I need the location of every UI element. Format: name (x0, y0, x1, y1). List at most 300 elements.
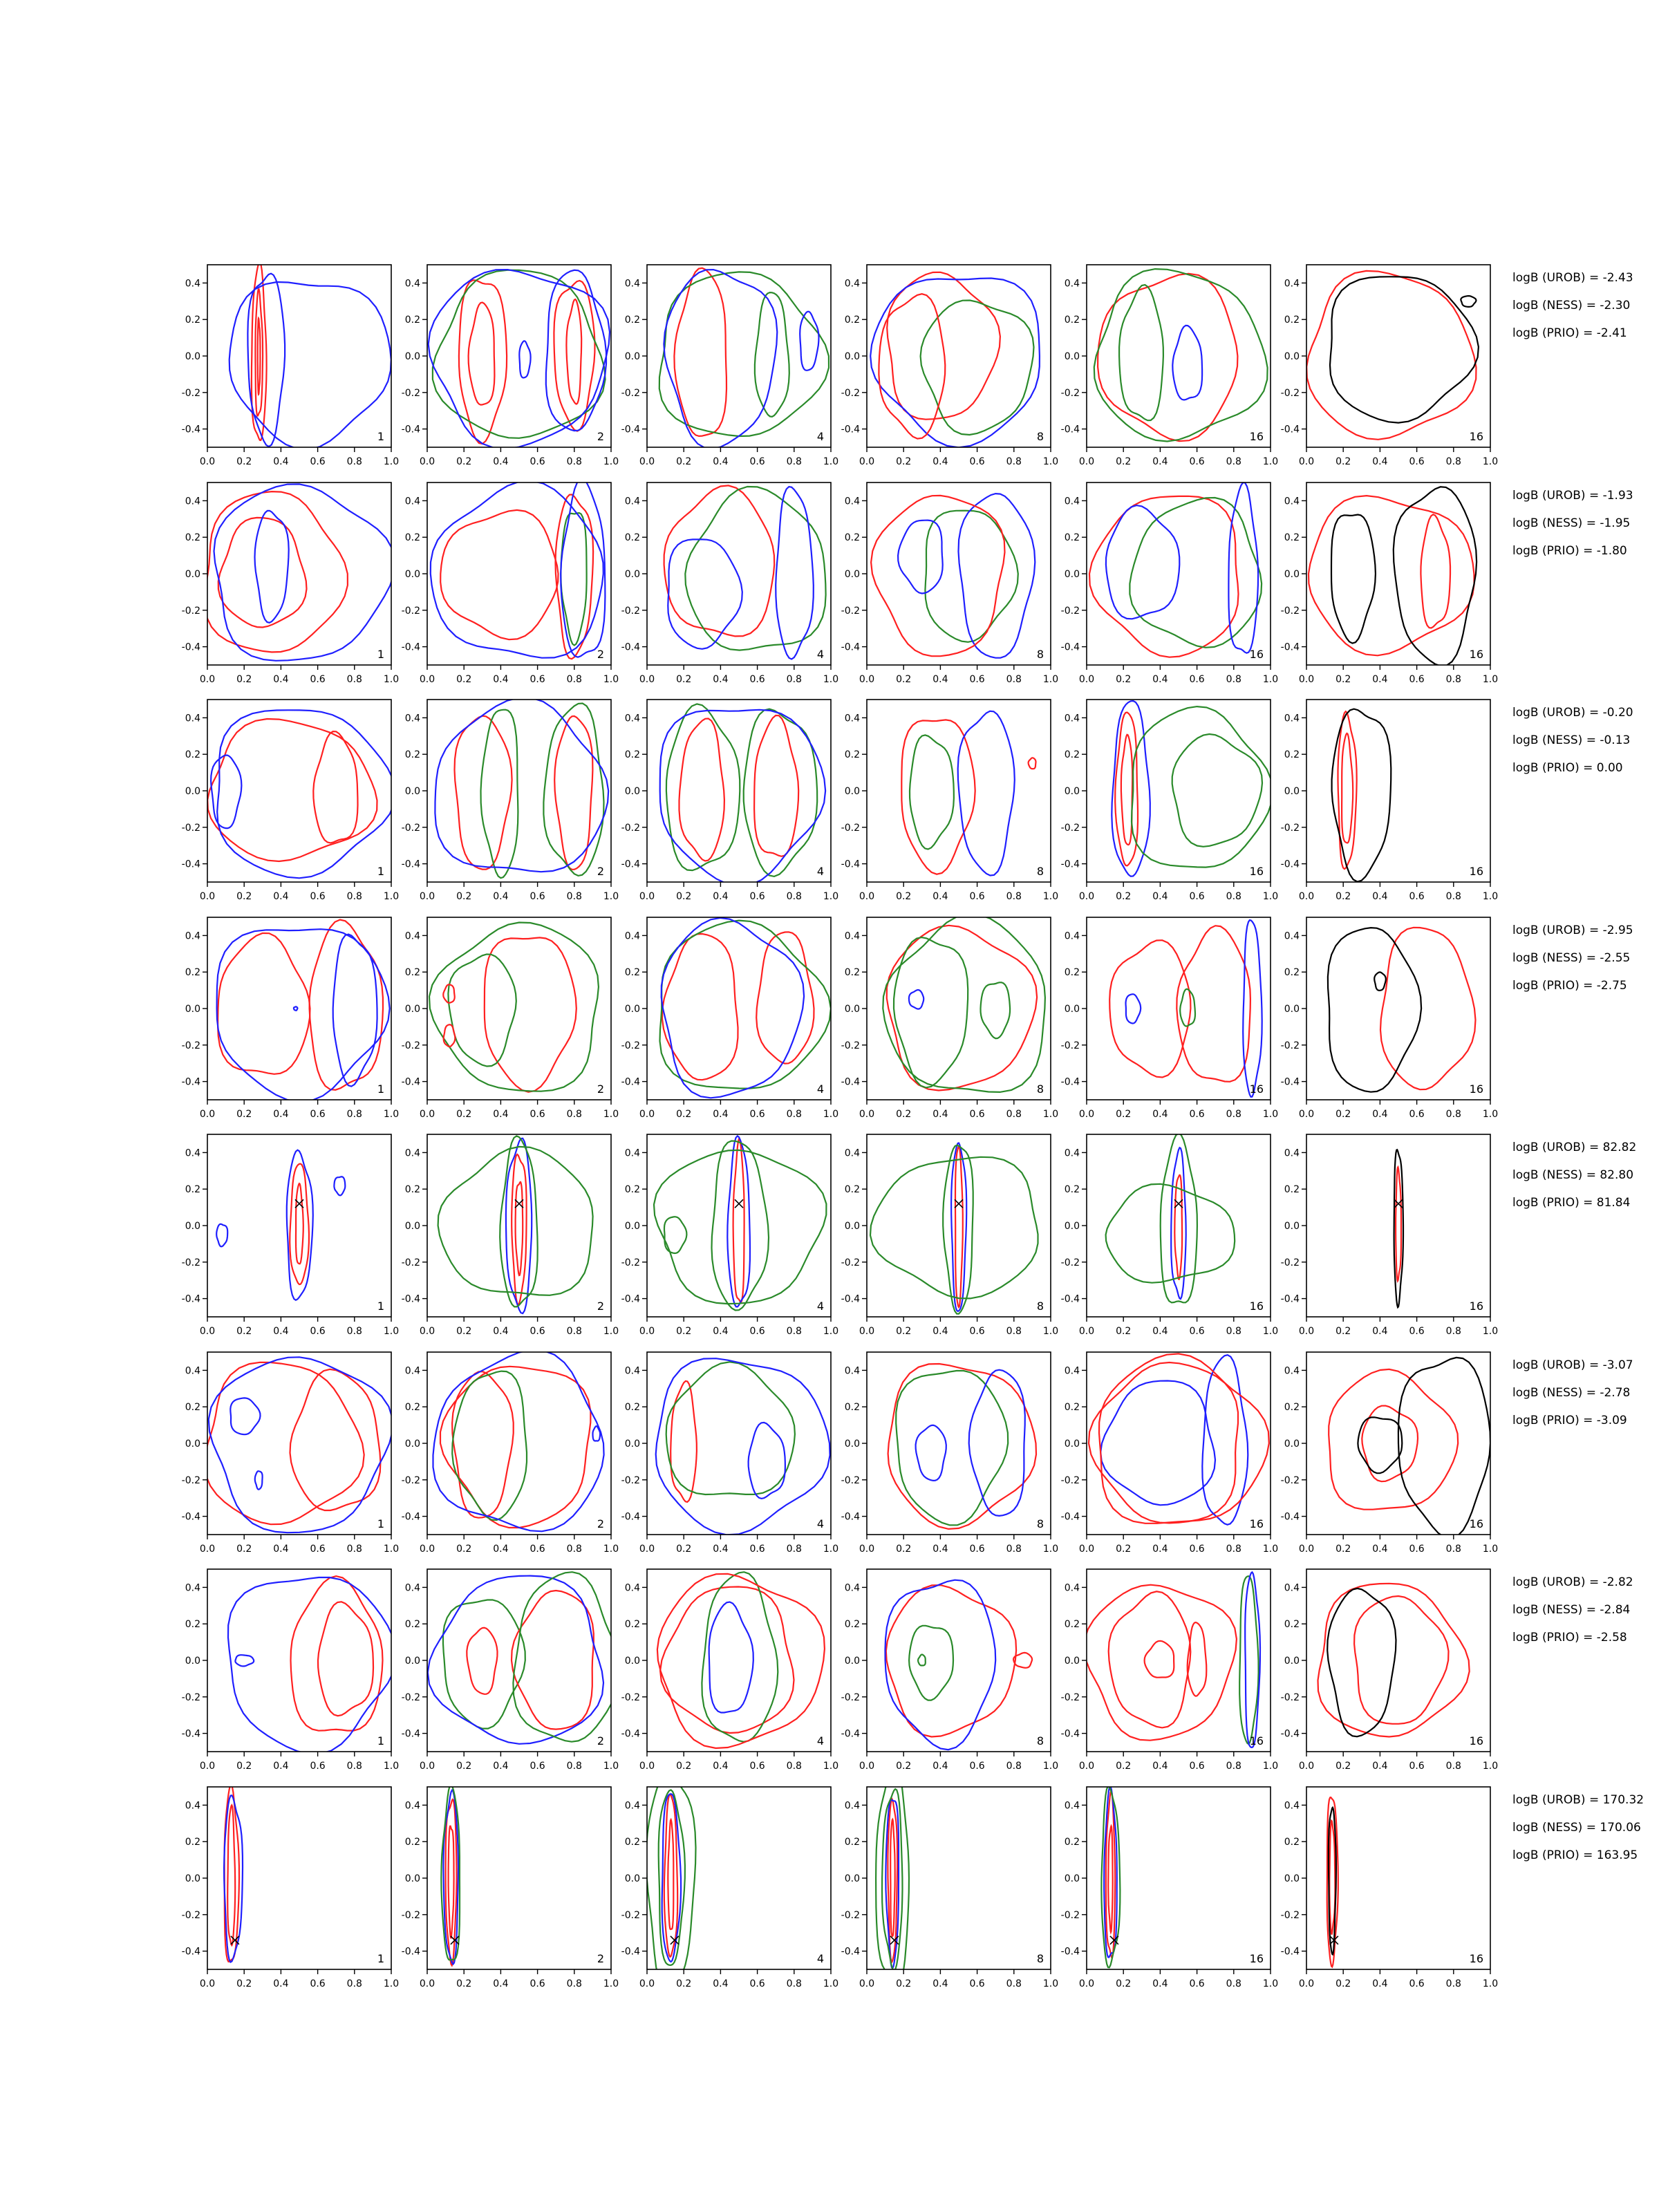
red-contour (955, 1147, 963, 1307)
contour-group (433, 1350, 604, 1532)
x-tick-label: 0.0 (199, 891, 216, 902)
green-contour (712, 1141, 769, 1311)
x-tick-label: 1.0 (383, 674, 400, 685)
contour-group (871, 494, 1035, 658)
contour-group (888, 1364, 1036, 1529)
contour-group (217, 920, 390, 1103)
x-tick-label: 0.4 (493, 1978, 509, 1989)
x-tick-label: 0.0 (1298, 891, 1315, 902)
panel-r4-c2 (402, 917, 619, 1120)
y-tick-label: 0.4 (185, 1800, 200, 1812)
x-tick-label: 0.0 (419, 1326, 435, 1337)
y-tick-label: -0.4 (621, 859, 640, 870)
y-tick-label: -0.4 (401, 641, 420, 653)
y-tick-label: -0.2 (401, 1474, 420, 1486)
x-tick-label: 0.4 (493, 456, 509, 467)
y-tick-label: -0.4 (1060, 1293, 1080, 1305)
y-tick-label: -0.2 (401, 1909, 420, 1921)
y-tick-label: 0.4 (624, 1147, 640, 1159)
x-tick-label: 0.6 (749, 456, 765, 467)
contour-group (656, 1358, 830, 1535)
y-tick-label: -0.4 (1280, 1076, 1300, 1088)
y-tick-label: -0.2 (401, 605, 420, 617)
x-tick-label: 0.2 (1116, 891, 1132, 902)
red-contour (1029, 758, 1036, 769)
x-tick-label: 0.2 (676, 1544, 692, 1555)
x-tick-label: 1.0 (1482, 1326, 1499, 1337)
y-tick-label: -0.2 (1060, 1040, 1080, 1051)
contour-group (435, 697, 608, 878)
red-contour (668, 1819, 673, 1929)
x-tick-label: 0.8 (786, 1109, 802, 1120)
green-contour (909, 1626, 953, 1700)
y-tick-label: -0.4 (181, 1946, 200, 1958)
y-tick-label: 0.2 (404, 1619, 420, 1631)
x-tick-label: 0.4 (1372, 1326, 1388, 1337)
x-tick-label: 0.8 (566, 1109, 582, 1120)
panel-r5-c2 (402, 1134, 619, 1337)
x-tick-label: 0.6 (1409, 1761, 1425, 1772)
panel-iteration-label: 4 (816, 1517, 824, 1530)
x-tick-label: 1.0 (603, 1109, 619, 1120)
x-tick-label: 0.0 (1298, 1761, 1315, 1772)
y-tick-label: 0.2 (404, 1402, 420, 1414)
x-tick-label: 0.8 (1006, 1978, 1022, 1989)
panel-r4-c5 (1061, 917, 1278, 1120)
x-tick-label: 0.6 (310, 1109, 326, 1120)
log-bayes-factor-label: logB (PRIO) = -2.41 (1512, 326, 1627, 340)
contour-group (657, 1572, 825, 1748)
y-tick-label: 0.2 (844, 315, 860, 326)
y-tick-label: 0.2 (404, 1184, 420, 1196)
y-tick-label: 0.4 (624, 1365, 640, 1377)
red-contour (679, 719, 724, 861)
x-tick-label: 0.4 (273, 1544, 289, 1555)
panel-r5-c1 (182, 1134, 399, 1337)
x-tick-label: 0.2 (896, 891, 912, 902)
panel-r8-c1 (182, 1785, 399, 1989)
y-tick-label: 0.4 (404, 930, 420, 942)
y-tick-label: 0.2 (844, 1619, 860, 1631)
panel-r8-c2 (402, 1785, 619, 1989)
log-bayes-factor-label: logB (NESS) = -2.30 (1512, 299, 1631, 312)
panel-r1-c3 (621, 265, 838, 467)
x-tick-label: 0.4 (1152, 674, 1168, 685)
x-tick-label: 0.2 (456, 1326, 472, 1337)
panel-iteration-label: 1 (377, 1517, 384, 1530)
y-tick-label: 0.4 (404, 1147, 420, 1159)
x-tick-label: 0.2 (1335, 1978, 1351, 1989)
true-value-marker (735, 1199, 743, 1208)
y-tick-label: -0.4 (621, 641, 640, 653)
x-tick-label: 0.8 (566, 456, 582, 467)
panel-r1-c1 (182, 262, 399, 467)
y-tick-label: 0.2 (1284, 1837, 1300, 1848)
x-tick-label: 0.8 (346, 1109, 362, 1120)
panel-iteration-label: 8 (1036, 1517, 1044, 1530)
y-tick-label: 0.4 (185, 1582, 200, 1594)
black-contour (1331, 515, 1376, 644)
y-tick-label: -0.4 (1280, 1293, 1300, 1305)
x-tick-label: 0.6 (969, 1544, 985, 1555)
contour-group (646, 1770, 696, 1992)
y-tick-label: -0.4 (1060, 641, 1080, 653)
contour-group (870, 1143, 1038, 1314)
panel-iteration-label: 4 (816, 1082, 824, 1096)
panel-iteration-label: 16 (1249, 1734, 1264, 1747)
log-bayes-factor-label: logB (PRIO) = 81.84 (1512, 1196, 1631, 1210)
y-tick-label: 0.4 (185, 278, 200, 290)
blue-contour (209, 1357, 393, 1533)
x-tick-label: 0.0 (859, 456, 875, 467)
red-contour (205, 1362, 364, 1524)
y-tick-label: -0.4 (1280, 424, 1300, 435)
x-tick-label: 0.4 (493, 1761, 509, 1772)
y-tick-label: 0.0 (1284, 1004, 1300, 1015)
y-tick-label: 0.0 (1284, 1656, 1300, 1667)
y-tick-label: 0.4 (1284, 496, 1300, 507)
panel-r5-c3 (621, 1134, 838, 1337)
x-tick-label: 0.0 (1298, 1544, 1315, 1555)
panel-iteration-label: 8 (1036, 430, 1044, 443)
x-tick-label: 0.6 (1409, 456, 1425, 467)
red-contour (449, 1826, 454, 1938)
y-tick-label: 0.0 (185, 786, 200, 797)
x-tick-label: 0.0 (199, 1109, 216, 1120)
y-tick-label: 0.0 (404, 1004, 420, 1015)
y-tick-label: -0.4 (841, 1076, 860, 1088)
blue-contour (727, 1136, 750, 1306)
panel-iteration-label: 4 (816, 1952, 824, 1965)
x-tick-label: 0.6 (749, 891, 765, 902)
x-tick-label: 0.4 (1372, 1544, 1388, 1555)
panel-iteration-label: 16 (1249, 1952, 1264, 1965)
y-tick-label: -0.2 (1060, 1909, 1080, 1921)
green-contour (443, 1600, 525, 1729)
y-tick-label: 0.2 (624, 1184, 640, 1196)
contour-group (883, 914, 1045, 1092)
panel-iteration-label: 16 (1469, 1300, 1483, 1313)
x-tick-label: 0.0 (859, 1109, 875, 1120)
y-tick-label: -0.4 (1060, 859, 1080, 870)
panel-r7-c2 (402, 1569, 620, 1772)
x-tick-label: 0.6 (1409, 674, 1425, 685)
x-tick-label: 0.0 (859, 1761, 875, 1772)
blue-contour (660, 710, 825, 886)
x-tick-label: 0.8 (1006, 1544, 1022, 1555)
y-tick-label: 0.2 (844, 749, 860, 761)
x-tick-label: 0.6 (969, 456, 985, 467)
y-tick-label: -0.4 (621, 1946, 640, 1958)
y-tick-label: -0.4 (1280, 1946, 1300, 1958)
x-tick-label: 0.8 (1445, 1326, 1461, 1337)
panel-iteration-label: 16 (1249, 1300, 1264, 1313)
blue-contour (334, 1177, 345, 1195)
y-tick-label: -0.4 (621, 1293, 640, 1305)
blue-contour (1126, 994, 1141, 1023)
panel-iteration-label: 16 (1249, 648, 1264, 661)
black-contour (1398, 1358, 1490, 1539)
panel-frame (867, 1134, 1051, 1317)
blue-contour (909, 990, 924, 1009)
y-tick-label: -0.2 (621, 605, 640, 617)
y-tick-label: 0.4 (844, 1365, 860, 1377)
blue-contour (294, 1006, 298, 1010)
y-tick-label: 0.2 (1284, 1619, 1300, 1631)
x-tick-label: 0.8 (1226, 1978, 1241, 1989)
x-tick-label: 0.8 (1445, 456, 1461, 467)
x-tick-label: 0.2 (1335, 674, 1351, 685)
y-tick-label: 0.0 (844, 351, 860, 362)
panel-iteration-label: 16 (1249, 430, 1264, 443)
y-tick-label: 0.2 (404, 1837, 420, 1848)
x-tick-label: 0.2 (1335, 1544, 1351, 1555)
y-tick-label: -0.2 (1280, 822, 1300, 834)
panel-frame (1306, 917, 1490, 1100)
x-tick-label: 0.4 (1152, 1978, 1168, 1989)
y-tick-label: 0.2 (185, 1184, 200, 1196)
red-contour (1380, 928, 1476, 1089)
x-tick-label: 1.0 (1042, 674, 1059, 685)
x-tick-label: 0.2 (896, 456, 912, 467)
x-tick-label: 1.0 (1262, 456, 1279, 467)
red-contour (890, 1819, 895, 1936)
y-tick-label: -0.2 (841, 387, 860, 399)
x-tick-label: 1.0 (383, 1544, 400, 1555)
x-tick-label: 0.4 (932, 1761, 948, 1772)
y-tick-label: 0.2 (844, 532, 860, 544)
panel-r6-c2 (402, 1350, 619, 1555)
x-tick-label: 0.2 (236, 1326, 252, 1337)
x-tick-label: 0.6 (529, 674, 545, 685)
blue-contour (951, 1143, 966, 1311)
y-tick-label: 0.4 (844, 496, 860, 507)
y-tick-label: 0.4 (624, 1800, 640, 1812)
x-tick-label: 1.0 (603, 674, 619, 685)
panel-iteration-label: 1 (377, 648, 384, 661)
y-tick-label: 0.0 (1284, 1438, 1300, 1450)
green-contour (429, 923, 599, 1091)
contour-group (1318, 1584, 1470, 1737)
panel-frame (867, 1569, 1051, 1752)
log-bayes-factor-label: logB (PRIO) = -2.75 (1512, 979, 1627, 993)
x-tick-label: 0.0 (639, 1109, 655, 1120)
y-tick-label: -0.2 (841, 1909, 860, 1921)
contour-group (885, 1580, 1033, 1750)
x-tick-label: 0.4 (713, 1978, 729, 1989)
y-tick-label: -0.2 (1280, 387, 1300, 399)
log-bayes-factor-label: logB (NESS) = -2.55 (1512, 951, 1631, 965)
x-tick-label: 0.2 (1116, 1978, 1132, 1989)
blue-contour (1172, 326, 1202, 400)
y-tick-label: 0.2 (1284, 749, 1300, 761)
log-bayes-factor-label: logB (UROB) = -2.82 (1512, 1575, 1633, 1589)
log-bayes-factor-label: logB (NESS) = 82.80 (1512, 1168, 1634, 1182)
panel-r2-c2 (402, 479, 619, 685)
y-tick-label: 0.2 (185, 532, 200, 544)
red-contour (733, 1139, 744, 1302)
x-tick-label: 0.6 (310, 1326, 326, 1337)
y-tick-label: -0.2 (1060, 605, 1080, 617)
x-tick-label: 0.6 (310, 1978, 326, 1989)
y-tick-label: 0.2 (844, 967, 860, 979)
x-tick-label: 0.2 (676, 1109, 692, 1120)
red-contour (671, 1381, 697, 1502)
y-tick-label: -0.2 (401, 1257, 420, 1268)
x-tick-label: 1.0 (603, 456, 619, 467)
red-contour (296, 1183, 303, 1264)
contour-group (224, 1785, 243, 1962)
x-tick-label: 0.8 (1445, 891, 1461, 902)
y-tick-label: 0.4 (185, 1365, 200, 1377)
panel-frame (427, 1352, 611, 1535)
panel-iteration-label: 8 (1036, 1734, 1044, 1747)
log-bayes-factor-label: logB (NESS) = -0.13 (1512, 733, 1631, 747)
red-contour (1089, 1362, 1238, 1523)
panel-r3-c3 (621, 700, 838, 902)
x-tick-label: 1.0 (383, 1978, 400, 1989)
panel-iteration-label: 2 (597, 1952, 604, 1965)
panel-frame (1306, 1134, 1490, 1317)
x-tick-label: 0.0 (859, 1978, 875, 1989)
y-tick-label: -0.2 (1060, 822, 1080, 834)
red-contour (1342, 733, 1353, 843)
y-tick-label: 0.0 (185, 1221, 200, 1232)
x-tick-label: 0.2 (456, 456, 472, 467)
x-tick-label: 0.0 (1298, 456, 1315, 467)
panel-iteration-label: 1 (377, 1952, 384, 1965)
panel-r5-c6 (1281, 1134, 1498, 1337)
y-tick-label: 0.2 (624, 315, 640, 326)
y-tick-label: 0.4 (185, 930, 200, 942)
y-tick-label: -0.4 (181, 1076, 200, 1088)
x-tick-label: 0.8 (346, 1978, 362, 1989)
x-tick-label: 0.2 (896, 1978, 912, 1989)
y-tick-label: 0.0 (1064, 1873, 1080, 1884)
x-tick-label: 1.0 (603, 1326, 619, 1337)
blue-contour (255, 1471, 263, 1490)
x-tick-label: 0.2 (676, 1978, 692, 1989)
x-tick-label: 0.0 (1298, 1109, 1315, 1120)
y-tick-label: 0.0 (844, 786, 860, 797)
panel-r8-c4 (841, 1759, 1058, 1989)
log-bayes-factor-label: logB (PRIO) = -2.58 (1512, 1631, 1627, 1644)
log-bayes-factor-label: logB (NESS) = -2.78 (1512, 1386, 1631, 1400)
x-tick-label: 0.6 (310, 456, 326, 467)
x-tick-label: 0.8 (346, 891, 362, 902)
y-tick-label: 0.4 (1064, 496, 1080, 507)
x-tick-label: 1.0 (1482, 1978, 1499, 1989)
contour-group (1109, 920, 1262, 1097)
green-contour (910, 735, 954, 849)
x-tick-label: 1.0 (1482, 1109, 1499, 1120)
x-tick-label: 0.8 (1445, 1109, 1461, 1120)
red-contour (660, 1587, 794, 1734)
x-tick-label: 0.8 (566, 891, 582, 902)
y-tick-label: -0.4 (621, 424, 640, 435)
red-contour (1109, 1591, 1191, 1727)
y-tick-label: 0.2 (624, 1402, 640, 1414)
x-tick-label: 0.8 (1006, 1109, 1022, 1120)
x-tick-label: 0.8 (1006, 1326, 1022, 1337)
y-tick-label: 0.4 (1064, 1800, 1080, 1812)
x-tick-label: 1.0 (1042, 456, 1059, 467)
x-tick-label: 0.4 (493, 1326, 509, 1337)
x-tick-label: 1.0 (1262, 1109, 1279, 1120)
x-tick-label: 0.4 (273, 1978, 289, 1989)
panel-r3-c5 (1061, 700, 1278, 902)
y-tick-label: -0.2 (1280, 1040, 1300, 1051)
red-contour (467, 1628, 497, 1694)
x-tick-label: 0.2 (676, 1761, 692, 1772)
black-contour (1330, 276, 1479, 422)
red-contour (205, 491, 348, 652)
x-tick-label: 0.0 (1078, 1109, 1095, 1120)
black-contour (1374, 972, 1386, 991)
y-tick-label: 0.2 (1284, 315, 1300, 326)
contour-group (1094, 269, 1268, 441)
x-tick-label: 0.6 (969, 891, 985, 902)
x-tick-label: 1.0 (823, 891, 839, 902)
green-contour (943, 1145, 973, 1314)
panel-iteration-label: 2 (597, 1517, 604, 1530)
y-tick-label: 0.4 (1284, 713, 1300, 724)
red-contour (1421, 514, 1450, 628)
red-contour (444, 1024, 456, 1047)
y-tick-label: 0.2 (1284, 1184, 1300, 1196)
y-tick-label: -0.2 (181, 1691, 200, 1703)
green-contour (659, 272, 829, 436)
x-tick-label: 0.6 (969, 1761, 985, 1772)
red-contour (1306, 271, 1476, 440)
log-bayes-factor-label: logB (PRIO) = -3.09 (1512, 1414, 1627, 1427)
blue-contour (1100, 1381, 1215, 1506)
x-tick-label: 1.0 (383, 1326, 400, 1337)
x-tick-label: 0.4 (493, 674, 509, 685)
y-tick-label: 0.2 (844, 1184, 860, 1196)
x-tick-label: 1.0 (1482, 674, 1499, 685)
contour-group (431, 479, 606, 659)
x-tick-label: 0.8 (1226, 1761, 1241, 1772)
y-tick-label: -0.2 (1060, 387, 1080, 399)
x-tick-label: 0.8 (786, 456, 802, 467)
contour-group (438, 1136, 593, 1313)
x-tick-label: 0.8 (346, 674, 362, 685)
y-tick-label: 0.2 (1284, 967, 1300, 979)
y-tick-label: 0.0 (624, 1656, 640, 1667)
y-tick-label: -0.4 (181, 641, 200, 653)
y-tick-label: 0.4 (404, 1582, 420, 1594)
x-tick-label: 0.0 (639, 1761, 655, 1772)
x-tick-label: 0.6 (529, 456, 545, 467)
log-bayes-factor-label: logB (UROB) = -1.93 (1512, 489, 1633, 503)
x-tick-label: 1.0 (1262, 1326, 1279, 1337)
panel-frame (867, 1352, 1051, 1535)
red-contour (207, 719, 377, 861)
x-tick-label: 0.6 (1409, 1109, 1425, 1120)
log-bayes-factor-label: logB (UROB) = -2.95 (1512, 924, 1633, 937)
y-tick-label: -0.2 (1280, 1474, 1300, 1486)
x-tick-label: 1.0 (1482, 456, 1499, 467)
x-tick-label: 0.6 (529, 891, 545, 902)
y-tick-label: 0.4 (844, 278, 860, 290)
x-tick-label: 0.6 (1189, 456, 1205, 467)
blue-contour (1112, 701, 1150, 877)
x-tick-label: 0.6 (529, 1326, 545, 1337)
panel-iteration-label: 1 (377, 865, 384, 878)
y-tick-label: 0.0 (185, 1438, 200, 1450)
log-bayes-factor-label: logB (NESS) = -1.95 (1512, 516, 1631, 530)
